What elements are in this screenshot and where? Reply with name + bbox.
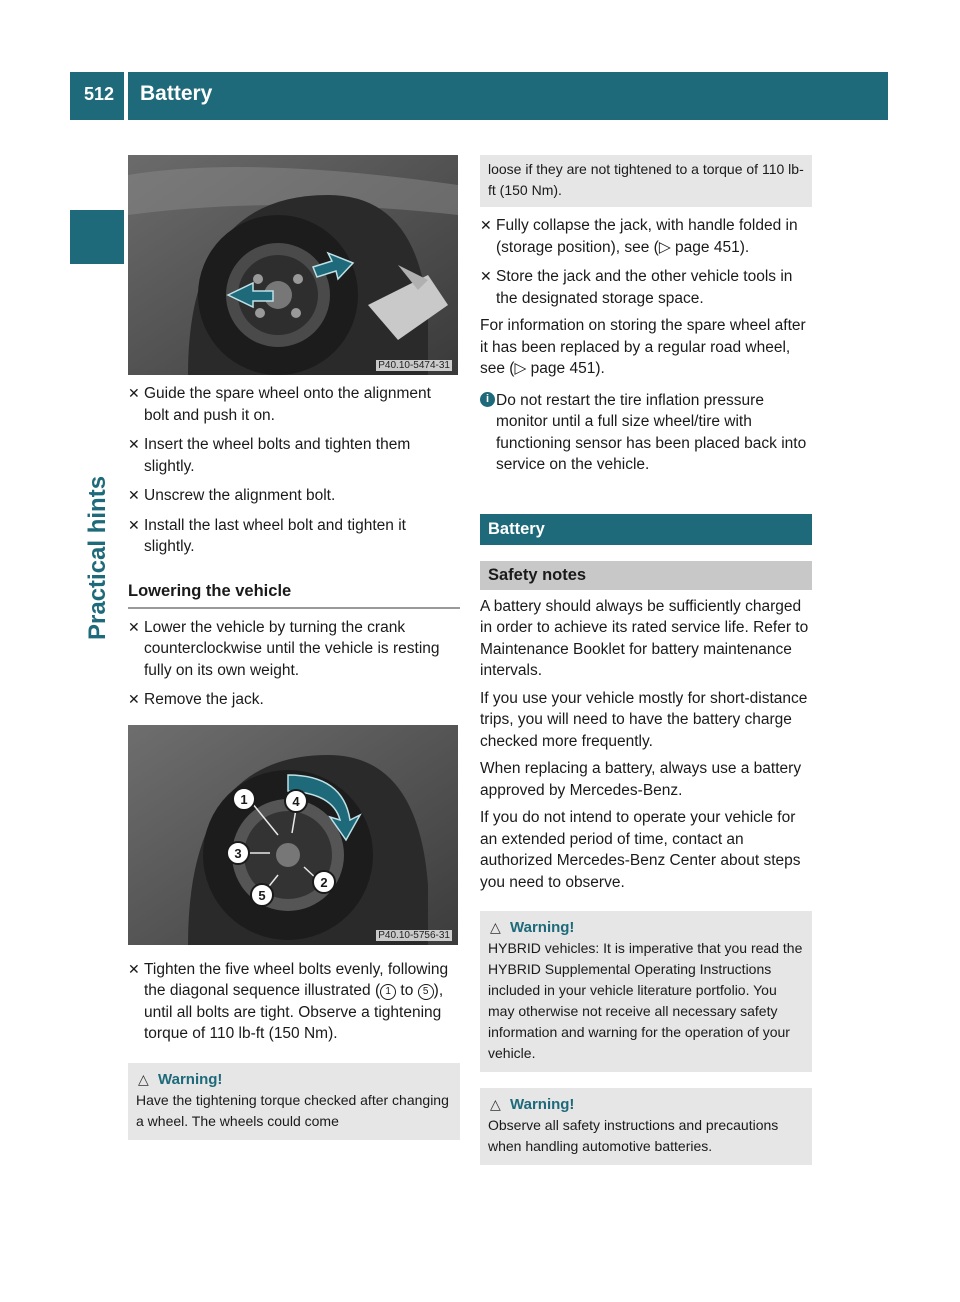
warning-triangle-icon: △: [490, 919, 501, 935]
left-column: [128, 155, 460, 1140]
steps-list-b: [128, 617, 460, 711]
warning-text: HYBRID vehicles: It is imperative that you read the HYBRID Supplemental Operating Instructions included in your vehicle literature portfolio. You may otherwise not receive all necessary safety information and warning for the operation of your vehicle.: [488, 940, 803, 1061]
svg-text:4: 4: [292, 793, 300, 809]
circled-number-5: 5: [418, 984, 434, 1000]
callout-4: [285, 790, 307, 812]
warning-title: △ Warning!: [490, 919, 575, 936]
bolt-sequence-illustration: [128, 725, 458, 945]
svg-text:3: 3: [234, 845, 242, 861]
info-icon: i: [480, 392, 495, 407]
battery-para: A battery should always be sufficiently charged in order to achieve its rated service life. Refer to Maintenance Booklet for battery maintenance intervals.: [480, 597, 809, 679]
warning-title: △ Warning!: [138, 1070, 223, 1088]
callout-5: [251, 884, 273, 906]
steps-list-a: [128, 383, 460, 558]
list-item: ✕ Store the jack and the other vehicle tools in the designated storage space.: [480, 268, 793, 307]
list-item: ✕ Lower the vehicle by turning the crank counterclockwise until the vehicle is resting fully on its own weight.: [128, 618, 440, 679]
list-item: ✕ Unscrew the alignment bolt.: [128, 485, 460, 507]
step-marker-icon: ✕: [128, 691, 140, 707]
steps-list-right: [480, 215, 812, 309]
warning-title: △ Warning!: [490, 1096, 575, 1113]
warning-continued: loose if they are not tightened to a torque of 110 lb-ft (150 Nm).: [480, 155, 812, 207]
step-marker-icon: ✕: [128, 487, 140, 503]
figure-code: P40.10-5756-31: [378, 929, 450, 941]
battery-para: If you use your vehicle mostly for short-distance trips, you will need to have the battery charge checked more frequently.: [480, 689, 808, 750]
page-number: 512: [84, 84, 115, 104]
warning-triangle-icon: △: [490, 1096, 501, 1112]
warning-triangle-icon: △: [138, 1070, 149, 1087]
list-item: ✕ Guide the spare wheel onto the alignment bolt and push it on.: [128, 385, 431, 424]
list-item: ✕ Fully collapse the jack, with handle folded in (storage position), see (▷ page 451).: [480, 217, 798, 256]
page-title: Battery: [140, 82, 213, 105]
header-divider: [124, 72, 128, 120]
spare-wheel-figure: [128, 155, 458, 375]
list-item: ✕ Install the last wheel bolt and tighten it slightly.: [128, 516, 406, 555]
tighten-step: ✕ Tighten the five wheel bolts evenly, following the diagonal sequence illustrated ( 1 to 5 ), until all bolts are tight. Observe a tightening torque of 110 lb-ft (150 Nm).: [128, 960, 449, 1042]
warning-box-battery: [480, 1088, 812, 1165]
step-marker-icon: ✕: [128, 436, 140, 452]
spare-wheel-storage-para: For information on storing the spare wheel after it has been replaced by a regular road wheel, see (▷ page 451).: [480, 317, 806, 377]
side-tab-label: Practical hints: [84, 475, 111, 640]
figure-code: P40.10-5474-31: [378, 360, 450, 371]
spare-wheel-illustration: [128, 155, 458, 375]
callout-3: [227, 842, 249, 864]
callout-2: [313, 871, 335, 893]
step-marker-icon: ✕: [128, 516, 140, 533]
svg-text:2: 2: [320, 874, 328, 890]
step-marker-icon: ✕: [128, 385, 140, 401]
battery-para: When replacing a battery, always use a battery approved by Mercedes-Benz.: [480, 760, 802, 799]
list-item: ✕ Remove the jack.: [128, 689, 460, 711]
step-marker-icon: ✕: [128, 960, 140, 977]
svg-text:1: 1: [240, 791, 248, 807]
step-marker-icon: ✕: [480, 217, 492, 233]
warning-text: Have the tightening torque checked after changing a wheel. The wheels could come: [136, 1091, 449, 1129]
warning-box-hybrid: [480, 911, 812, 1072]
step-marker-icon: ✕: [128, 618, 140, 635]
list-item: ✕ Insert the wheel bolts and tighten them slightly.: [128, 436, 411, 475]
section-title: Battery: [480, 514, 812, 545]
bolt-sequence-figure: [128, 725, 458, 945]
circled-number-1: 1: [380, 984, 396, 1000]
warning-box-torque: [128, 1063, 460, 1140]
battery-para: If you do not intend to operate your vehicle for an extended period of time, contact an authorized Mercedes-Benz Center about steps you need to observe.: [480, 809, 801, 891]
lowering-heading: Lowering the vehicle: [128, 582, 460, 609]
svg-text:5: 5: [258, 887, 266, 903]
warning-text: Observe all safety instructions and precautions when handling automotive batteries.: [488, 1117, 779, 1154]
subsection-title: Safety notes: [480, 561, 812, 590]
callout-1: [233, 788, 255, 810]
right-column: [480, 155, 812, 1165]
info-note: i Do not restart the tire inflation pressure monitor until a full size wheel/tire with functioning sensor has been placed back into service on the vehicle.: [480, 390, 812, 476]
step-marker-icon: ✕: [480, 268, 492, 284]
